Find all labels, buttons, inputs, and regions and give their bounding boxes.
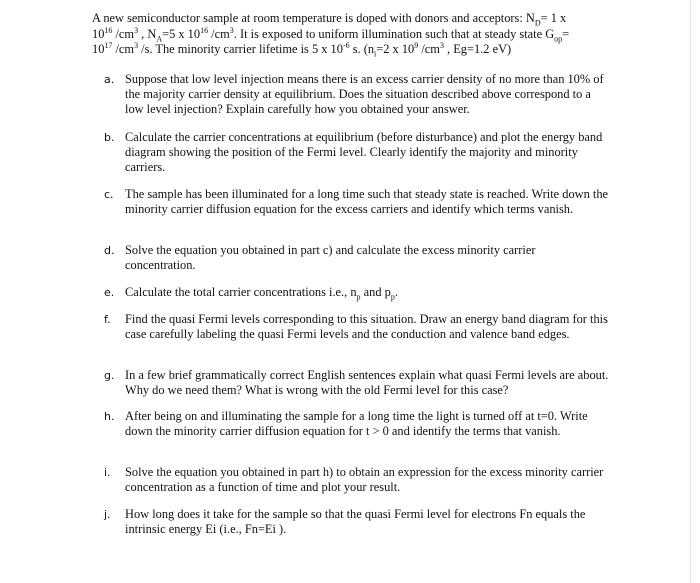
exponent: 16 [104, 25, 113, 35]
intro-text: 10 [92, 26, 105, 41]
ni-subscript: i [374, 49, 377, 59]
exponent: 17 [104, 40, 113, 50]
question-d [104, 243, 609, 273]
question-e [104, 285, 609, 300]
gop-subscript: op [554, 33, 563, 43]
question-text: Suppose that low level injection means there is an excess carrier density of no more than 10% of the majority carrier density at equilibrium. Does the situation described above correspond to a low level injection? Explain carefully how you obtained your answer. [125, 72, 604, 117]
question-text: In a few brief grammatically correct English sentences explain what quasi Fermi levels are about. Why do we need them? What is wrong with the old Fermi level for this case? [125, 368, 609, 398]
intro-text: , N [138, 26, 157, 41]
intro-text: /s. The minority carrier lifetime is 5 x 10 [138, 42, 343, 56]
question-text-part: . [394, 285, 398, 299]
intro-text: /cm [112, 26, 135, 41]
question-marker: h. [104, 410, 115, 423]
exponent: 3 [134, 25, 139, 35]
intro-text: 10 [92, 42, 105, 56]
intro-text: /cm [208, 26, 230, 41]
na-subscript: A [156, 33, 163, 43]
page-edge-divider [690, 0, 691, 583]
question-text: Find the quasi Fermi levels corresponding to this situation. Draw an energy band diagram for this case carefully labeling the quasi Fermi levels and the conduction and valence band edges. [125, 312, 608, 342]
intro-text: =2 x 10 [376, 42, 415, 56]
question-marker: j. [104, 508, 111, 521]
question-marker: f. [104, 313, 111, 326]
question-text: After being on and illuminating the sample for a long time the light is turned off at t=0. Write down the minority carrier diffusion equation for t > 0 and identify the terms that vanish. [125, 409, 588, 439]
intro-text: A new semiconductor sample at room temperature is doped with donors and acceptors: N [92, 11, 535, 25]
question-text: How long does it take for the sample so that the quasi Fermi level for electrons Fn equals the intrinsic energy Ei (i.e., Fn=Ei ). [125, 507, 586, 537]
question-h [104, 409, 609, 439]
problem-line-2 [92, 27, 612, 43]
intro-text: s. (n [349, 42, 375, 56]
question-g [104, 368, 609, 398]
question-b [104, 130, 609, 176]
intro-text: /cm [418, 42, 440, 56]
question-text-part: and p [360, 285, 391, 299]
nd-value: = 1 x [540, 11, 567, 25]
question-text-part: Calculate the total carrier concentrations i.e., n [125, 285, 357, 299]
pp-subscript: p [390, 292, 395, 302]
intro-text: . It is exposed to uniform illumination such that at steady state G [233, 26, 555, 41]
intro-text: = [562, 26, 570, 41]
question-j [104, 507, 609, 537]
question-marker: g. [104, 369, 115, 382]
problem-statement [92, 11, 612, 58]
exponent: 3 [229, 25, 234, 35]
question-marker: a. [104, 73, 115, 86]
question-marker: b. [104, 131, 115, 144]
intro-text: , Eg=1.2 eV) [443, 42, 512, 56]
exponent: -6 [342, 40, 350, 50]
intro-text: /cm [112, 42, 135, 56]
question-text [125, 285, 609, 300]
question-text: The sample has been illuminated for a long time such that steady state is reached. Write down the minority carrier diffusion equation for the excess carriers and identify which terms vanish. [125, 187, 609, 217]
exponent: 16 [200, 25, 209, 35]
question-marker: c. [104, 188, 114, 201]
question-text: Calculate the carrier concentrations at equilibrium (before disturbance) and plot the energy band diagram showing the position of the Fermi level. Clearly identify the majority and minority carriers. [125, 130, 603, 175]
question-i [104, 465, 609, 495]
question-text: Solve the equation you obtained in part h) to obtain an expression for the excess minority carrier concentration as a function of time and plot your result. [125, 465, 604, 495]
problem-line-1 [92, 11, 612, 27]
nd-subscript: D [534, 18, 541, 28]
question-marker: e. [104, 286, 115, 299]
problem-line-3 [92, 42, 612, 58]
exponent: 3 [439, 40, 444, 50]
exponent: 3 [134, 40, 139, 50]
exponent: 9 [414, 40, 419, 50]
np-subscript: p [356, 292, 361, 302]
question-text: Solve the equation you obtained in part c) and calculate the excess minority carrier concentration. [125, 243, 536, 273]
question-marker: i. [104, 466, 111, 479]
intro-text: =5 x 10 [162, 26, 201, 41]
question-f [104, 312, 609, 342]
question-marker: d. [104, 244, 115, 257]
question-c [104, 187, 609, 217]
question-a [104, 72, 609, 118]
